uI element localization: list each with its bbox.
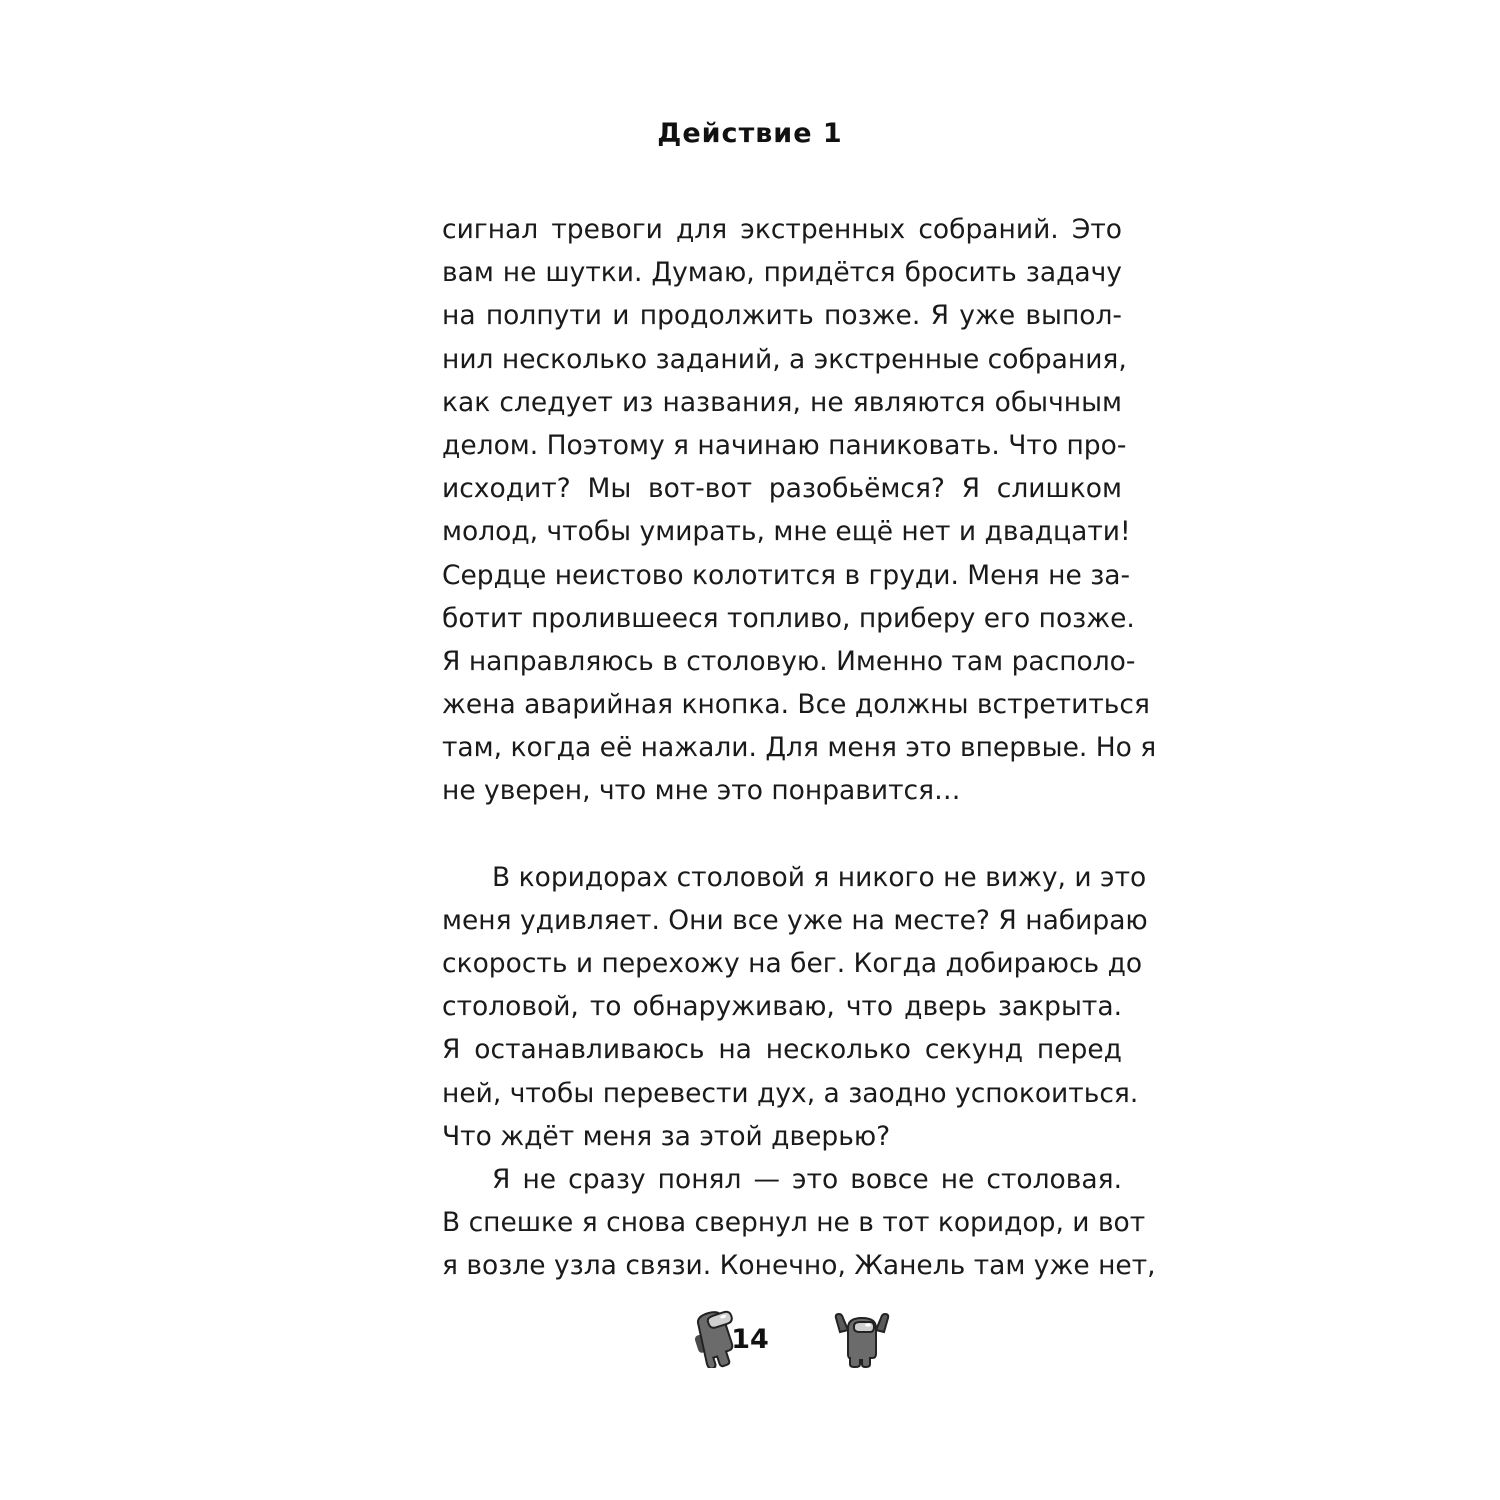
text-line: Я направляюсь в столовую. Именно там располо- xyxy=(442,645,1136,677)
text-line: нил несколько заданий, а экстренные собрания, xyxy=(442,343,1127,375)
text-line: В спешке я снова свернул не в тот коридор, и вот xyxy=(442,1207,1146,1239)
text-line: я возле узла связи. Конечно, Жанель там уже нет, xyxy=(442,1250,1156,1282)
text-line: ней, чтобы перевести дух, а заодно успокоиться. xyxy=(442,1077,1139,1109)
text-line: сигнал тревоги для экстренных собраний. Это xyxy=(442,214,1122,245)
text-line: В коридорах столовой я никого не вижу, и это xyxy=(492,861,1147,893)
running-title: Действие 1 xyxy=(657,118,843,149)
text-line: вам не шутки. Думаю, придётся бросить задачу xyxy=(442,257,1122,289)
text-line: меня удивляет. Они все уже на месте? Я набираю xyxy=(442,904,1148,936)
body-text xyxy=(442,208,1157,1288)
crewmate-cheering-icon xyxy=(834,1310,890,1368)
page-number: 14 xyxy=(731,1324,769,1355)
text-line: Я останавливаюсь на несколько секунд перед xyxy=(442,1034,1122,1066)
page-footer xyxy=(0,1310,1500,1380)
text-line: на полпути и продолжить позже. Я уже выпол- xyxy=(442,300,1122,332)
text-line: делом. Поэтому я начинаю паниковать. Что про- xyxy=(442,429,1127,461)
text-line: как следует из названия, не являются обычным xyxy=(442,386,1122,418)
paragraph xyxy=(442,208,1157,813)
section-break xyxy=(442,813,1122,856)
text-line: Я не сразу понял — это вовсе не столовая. xyxy=(492,1163,1122,1195)
text-line: скорость и перехожу на бег. Когда добираюсь до xyxy=(442,948,1143,979)
text-line: Что ждёт меня за этой дверью? xyxy=(442,1120,891,1152)
paragraph xyxy=(442,856,1148,1158)
text-line: столовой, то обнаруживаю, что дверь закрыта. xyxy=(442,991,1122,1023)
text-line: ботит пролившееся топливо, приберу его позже. xyxy=(442,602,1135,634)
text-line: не уверен, что мне это понравится… xyxy=(442,775,961,807)
text-line: молод, чтобы умирать, мне ещё нет и двадцати! xyxy=(442,516,1131,548)
text-line: исходит? Мы вот-вот разобьёмся? Я слишком xyxy=(442,473,1122,505)
paragraph xyxy=(442,1158,1156,1288)
text-line: Сердце неистово колотится в груди. Меня не за- xyxy=(442,559,1131,591)
text-line: там, когда её нажали. Для меня это впервые. Но я xyxy=(442,732,1157,764)
text-line: жена аварийная кнопка. Все должны встретиться xyxy=(442,689,1150,721)
